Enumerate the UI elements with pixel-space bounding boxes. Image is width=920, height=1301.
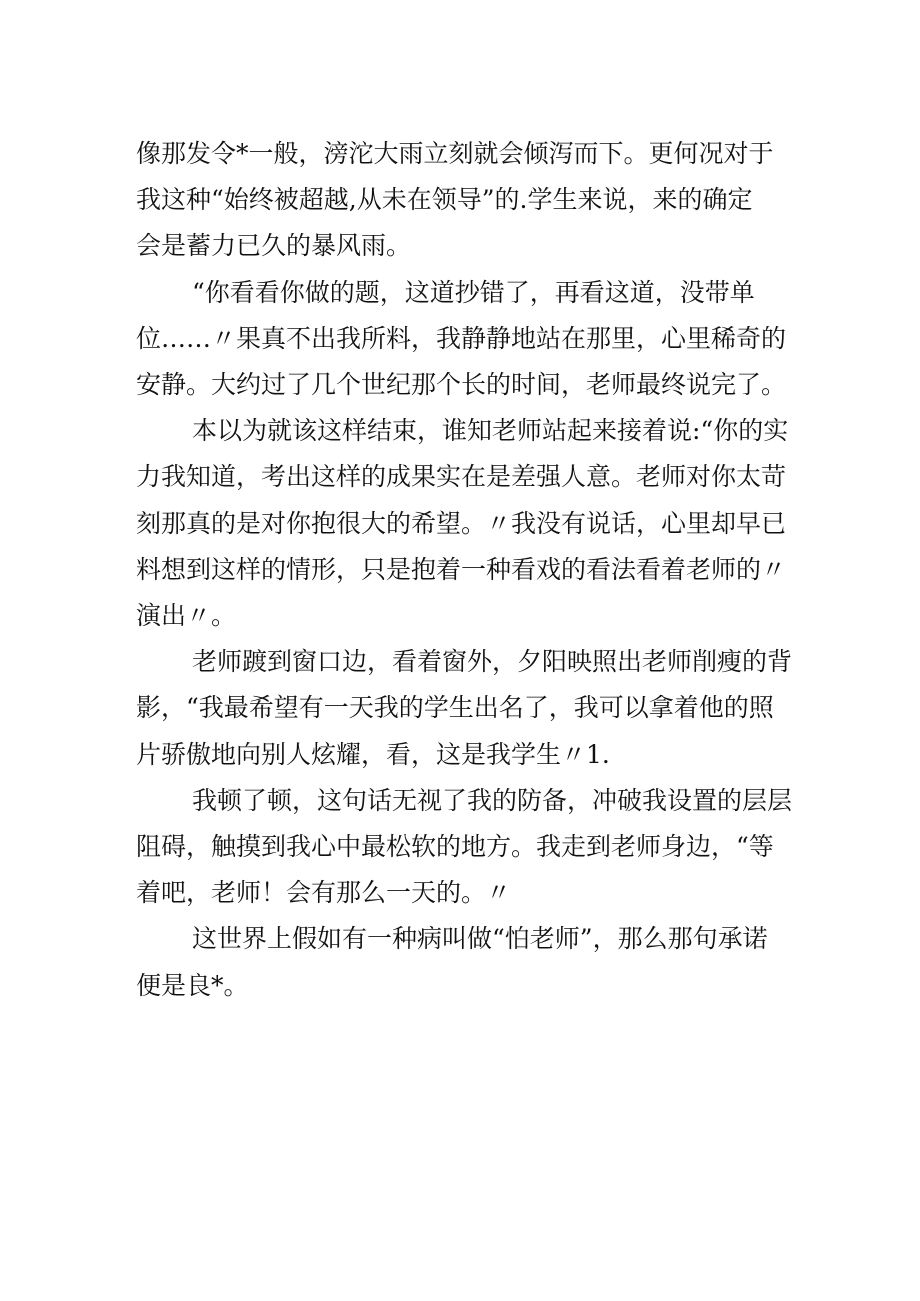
text-line: 料想到这样的情形，只是抱着一种看戏的看法看着老师的〃	[136, 554, 787, 584]
text-line: 刻那真的是对你抱很大的希望。〃我没有说话，心里却早已	[136, 508, 787, 538]
paragraph	[136, 778, 796, 917]
paragraph	[136, 639, 796, 778]
paragraph	[136, 270, 796, 409]
text-line: “你看看你做的题，这道抄错了，再看这道，没带单	[192, 277, 755, 307]
document-body	[136, 131, 796, 1009]
text-line: 位……〃果真不出我所料，我静静地站在那里，心里稀奇的	[136, 323, 787, 353]
paragraph	[136, 916, 796, 1008]
text-line: 安静。大约过了几个世纪那个长的时间，老师最终说完了。	[136, 370, 787, 400]
text-line: 我这种“始终被超越,从未在领导”的.学生来说，来的确定	[136, 185, 753, 215]
text-line: 阻碍，触摸到我心中最松软的地方。我走到老师身边，“等	[136, 832, 774, 862]
text-line: 老师踱到窗口边，看着窗外，夕阳映照出老师削瘦的背	[192, 647, 793, 677]
text-line: 像那发令*一般，滂沱大雨立刻就会倾泻而下。更何况对于	[136, 139, 774, 168]
text-line: 便是良*。	[136, 970, 249, 1000]
paragraph	[136, 408, 796, 639]
text-line: 着吧，老师！会有那么一天的。〃	[136, 878, 512, 908]
text-line: 本以为就该这样结束，谁知老师站起来接着说:“你的实	[192, 416, 789, 446]
text-line: 会是蓄力已久的暴风雨。	[136, 231, 412, 261]
text-line: 力我知道，考出这样的成果实在是差强人意。老师对你太苛	[136, 462, 787, 492]
text-line: 演出〃。	[136, 601, 237, 631]
text-line: 影，“我最希望有一天我的学生出名了，我可以拿着他的照	[136, 693, 774, 723]
paragraph	[136, 131, 796, 270]
text-line: 片骄傲地向别人炫耀，看，这是我学生〃1.	[136, 739, 610, 769]
text-line: 这世界上假如有一种病叫做“怕老师”，那么那句承诺	[192, 924, 768, 954]
text-line: 我顿了顿，这句话无视了我的防备，冲破我设置的层层	[192, 785, 793, 815]
